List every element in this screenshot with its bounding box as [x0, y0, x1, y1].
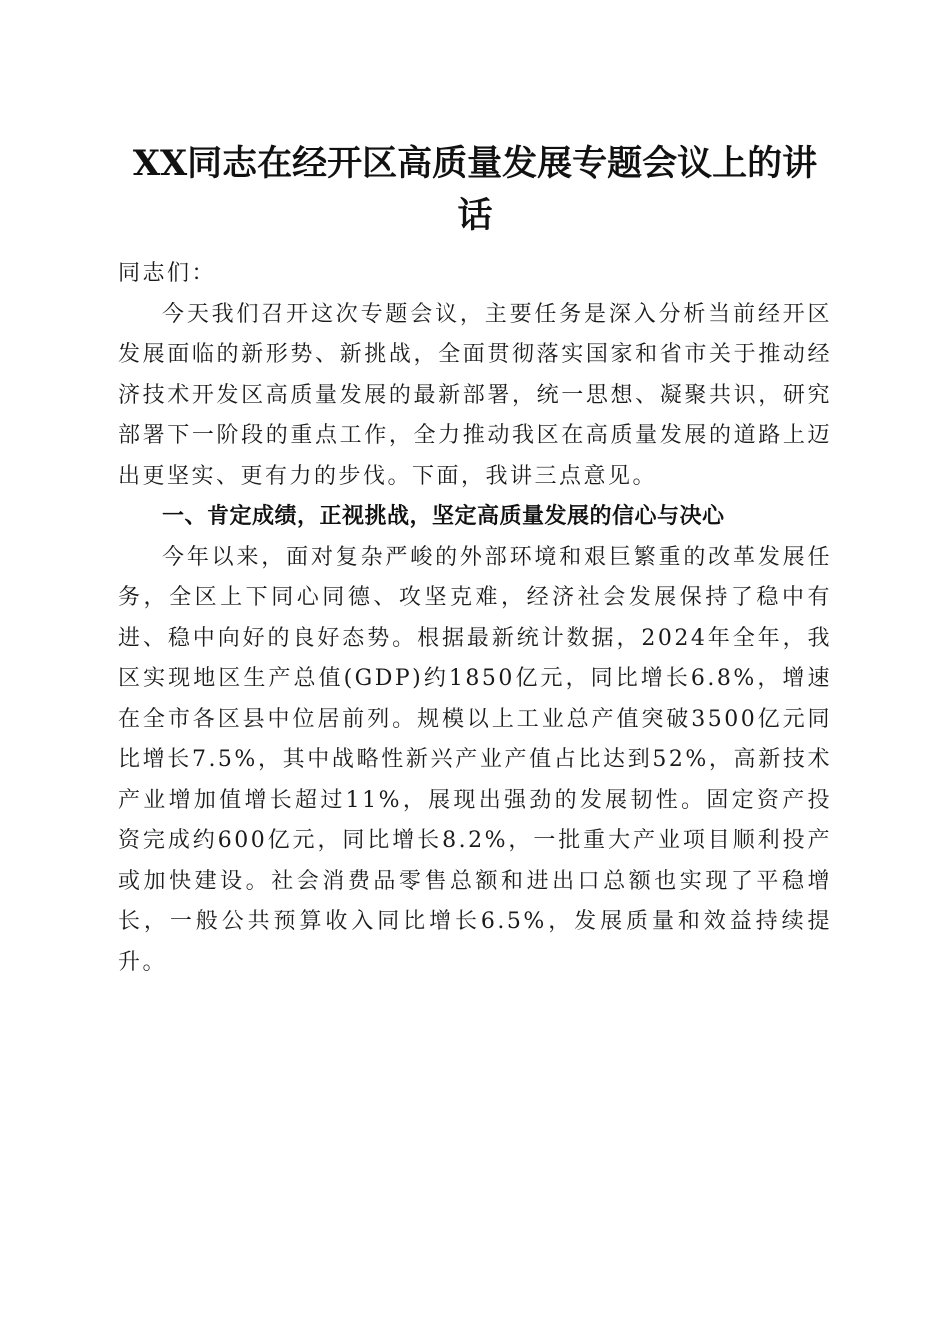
salutation: 同志们：	[118, 261, 217, 286]
section-heading: 一、肯定成绩，正视挑战，坚定高质量发展的信心与决心	[162, 504, 725, 529]
document-body	[118, 254, 832, 983]
document-title: XX同志在经开区高质量发展专题会议上的讲话	[132, 143, 818, 236]
intro-paragraph: 今天我们召开这次专题会议，主要任务是深入分析当前经开区发展面临的新形势、新挑战，全面贯彻落实国家和省市关于推动经济技术开发区高质量发展的最新部署，统一思想、凝聚共识，研究部署下一阶段的重点工作，全力推动我区在高质量发展的道路上迈出更坚实、更有力的步伐。下面，我讲三点意见。	[118, 301, 832, 489]
section-paragraph: 今年以来，面对复杂严峻的外部环境和艰巨繁重的改革发展任务，全区上下同心同德、攻坚克难，经济社会发展保持了稳中有进、稳中向好的良好态势。根据最新统计数据，2024年全年，我区实现地区生产总值(GDP)约1850亿元，同比增长6.8%，增速在全市各区县中位居前列。规模以上工业总产值突破3500亿元同比增长7.5%，其中战略性新兴产业产值占比达到52%，高新技术产业增加值增长超过11%，展现出强劲的发展韧性。固定资产投资完成约600亿元，同比增长8.2%，一批重大产业项目顺利投产或加快建设。社会消费品零售总额和进出口总额也实现了平稳增长，一般公共预算收入同比增长6.5%，发展质量和效益持续提升。	[118, 544, 832, 975]
